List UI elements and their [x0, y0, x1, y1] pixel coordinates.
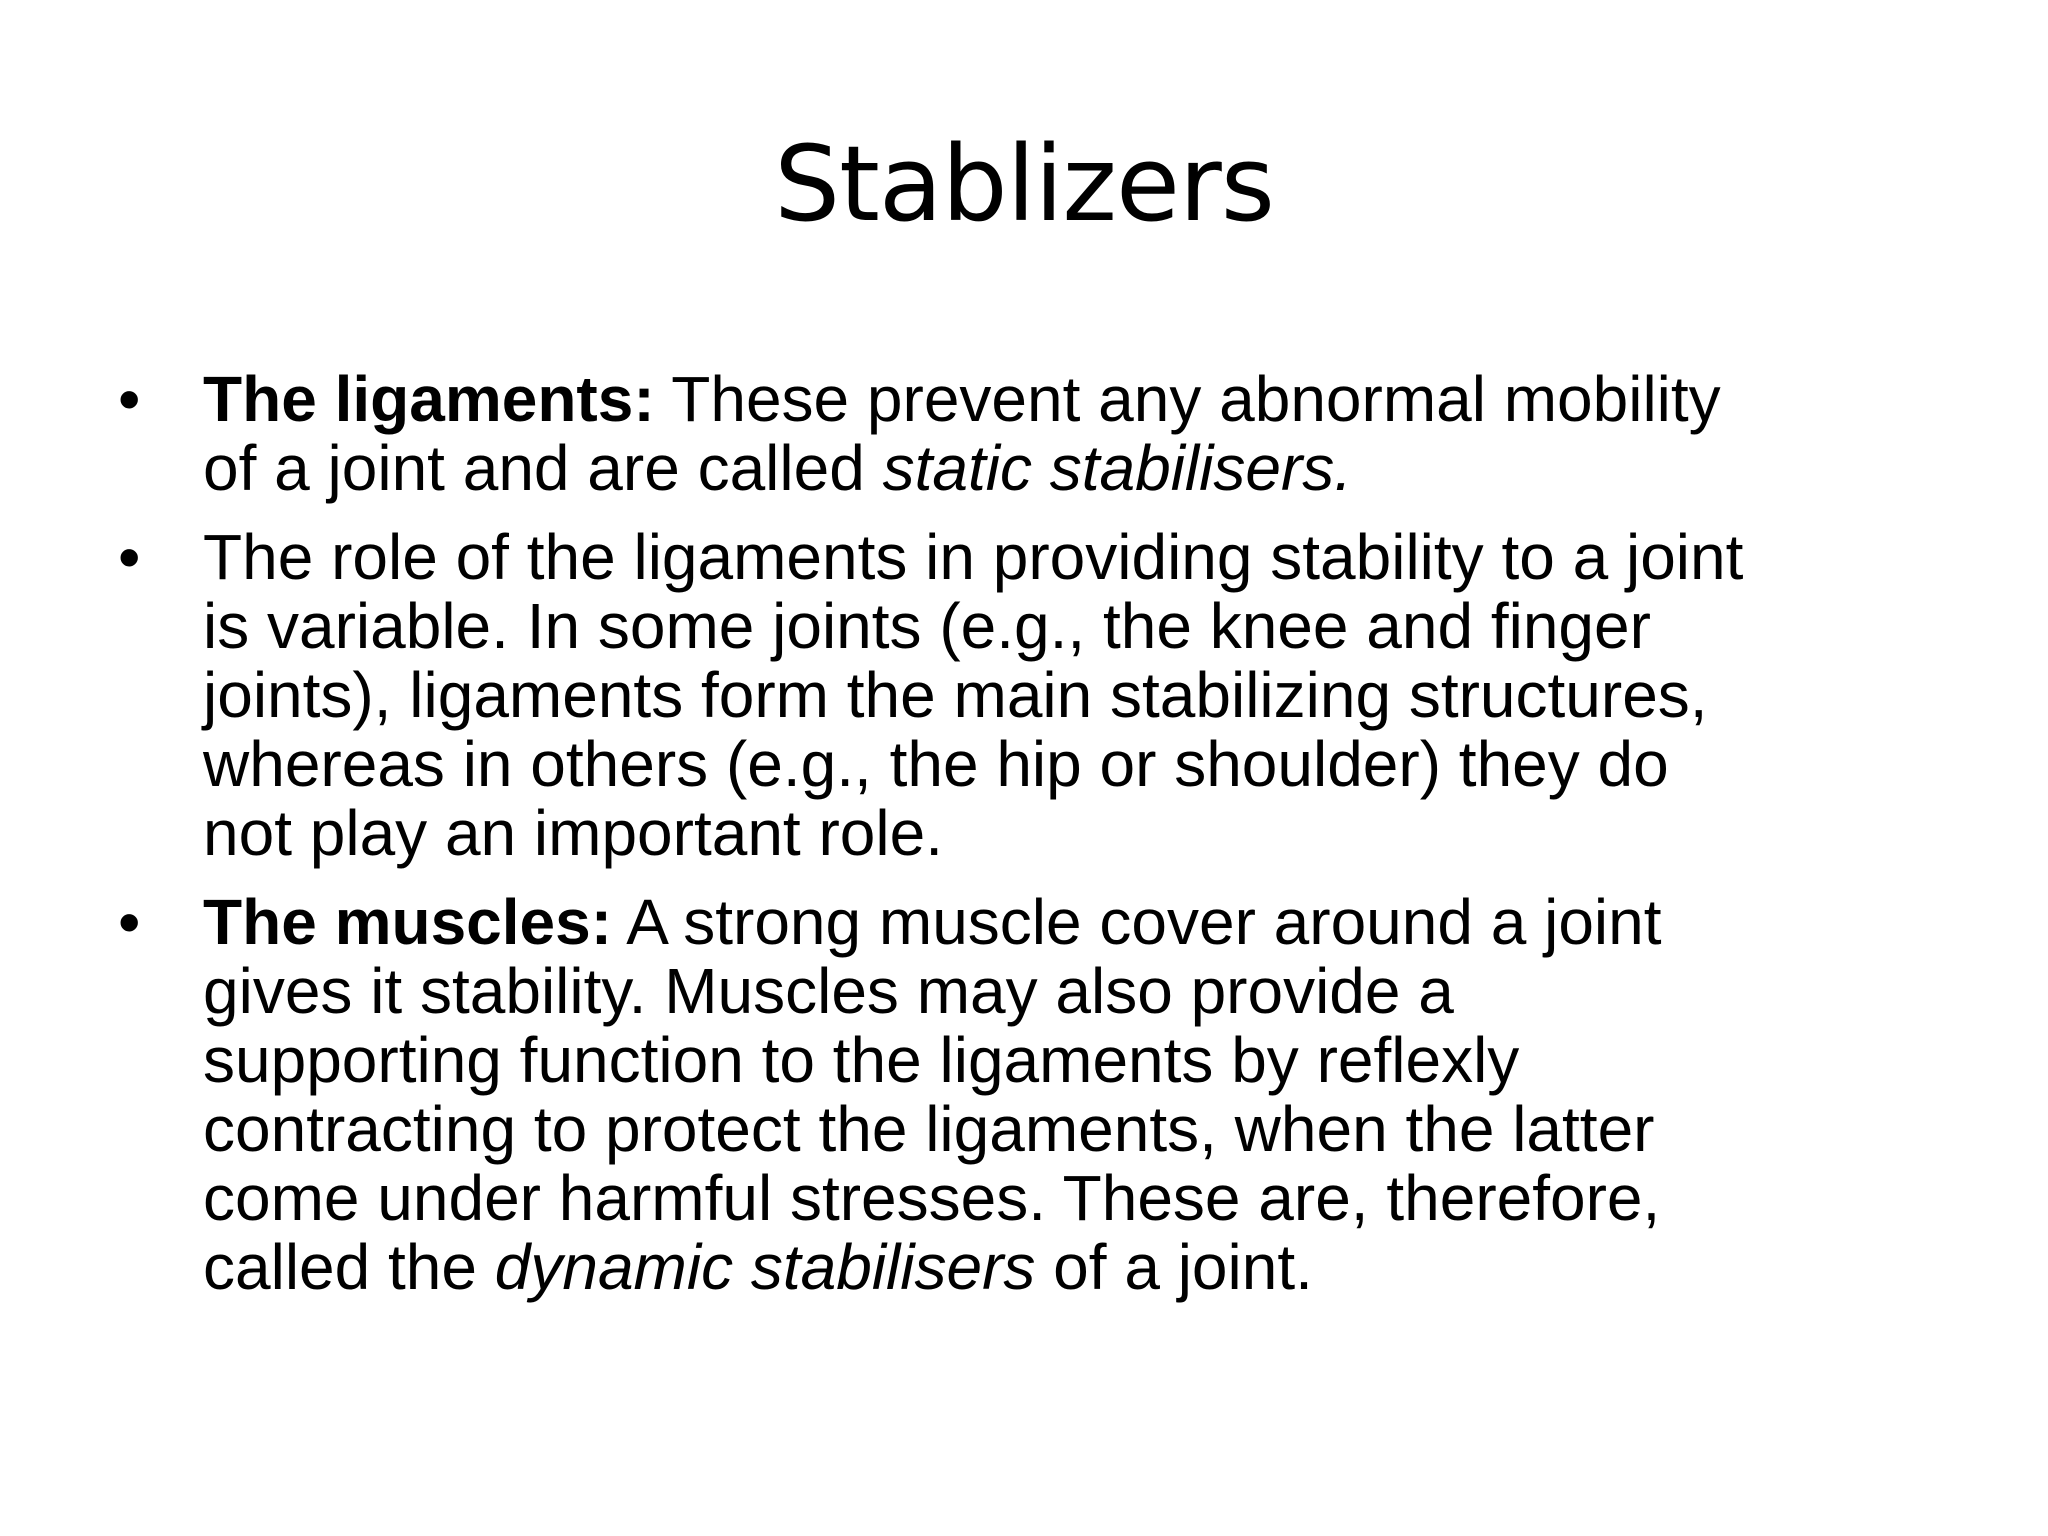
bullet-text: of a joint and are called [203, 432, 883, 504]
bullet-line: joints), ligaments form the main stabilizing structures, [203, 659, 1708, 731]
bullet-emphasis: static stabilisers. [882, 432, 1353, 504]
bullet-ligaments [118, 365, 1998, 503]
bullet-line [203, 1233, 1998, 1302]
bullet-dot: • [118, 886, 141, 958]
bullet-line: contracting to protect the ligaments, when the latter [203, 1093, 1655, 1165]
bullet-line: The role of the ligaments in providing stability to a joint [203, 521, 1744, 593]
bullet-line: come under harmful stresses. These are, therefore, [203, 1162, 1661, 1234]
bullet-text: These prevent any abnormal mobility [654, 363, 1721, 435]
bullet-line [203, 888, 1998, 957]
slide-title: Stablizers [774, 123, 1274, 245]
bullet-heading: The ligaments: [203, 363, 655, 435]
bullet-dot: • [118, 363, 141, 435]
bullet-list [118, 365, 1998, 1322]
bullet-text: A strong muscle cover around a joint [612, 886, 1662, 958]
bullet-emphasis: dynamic stabilisers [494, 1231, 1036, 1303]
bullet-line: supporting function to the ligaments by reflexly [203, 1024, 1520, 1096]
bullet-dot: • [118, 521, 141, 593]
bullet-line [203, 365, 1998, 434]
bullet-muscles [118, 888, 1998, 1302]
bullet-line: not play an important role. [203, 797, 943, 869]
bullet-text: called the [203, 1231, 495, 1303]
bullet-line: whereas in others (e.g., the hip or shoulder) they do [203, 728, 1669, 800]
bullet-line: is variable. In some joints (e.g., the knee and finger [203, 590, 1651, 662]
bullet-line [203, 434, 1998, 503]
bullet-line: gives it stability. Muscles may also provide a [203, 955, 1454, 1027]
bullet-text: of a joint. [1035, 1231, 1313, 1303]
bullet-heading: The muscles: [203, 886, 613, 958]
bullet-ligament-role [118, 523, 1998, 868]
